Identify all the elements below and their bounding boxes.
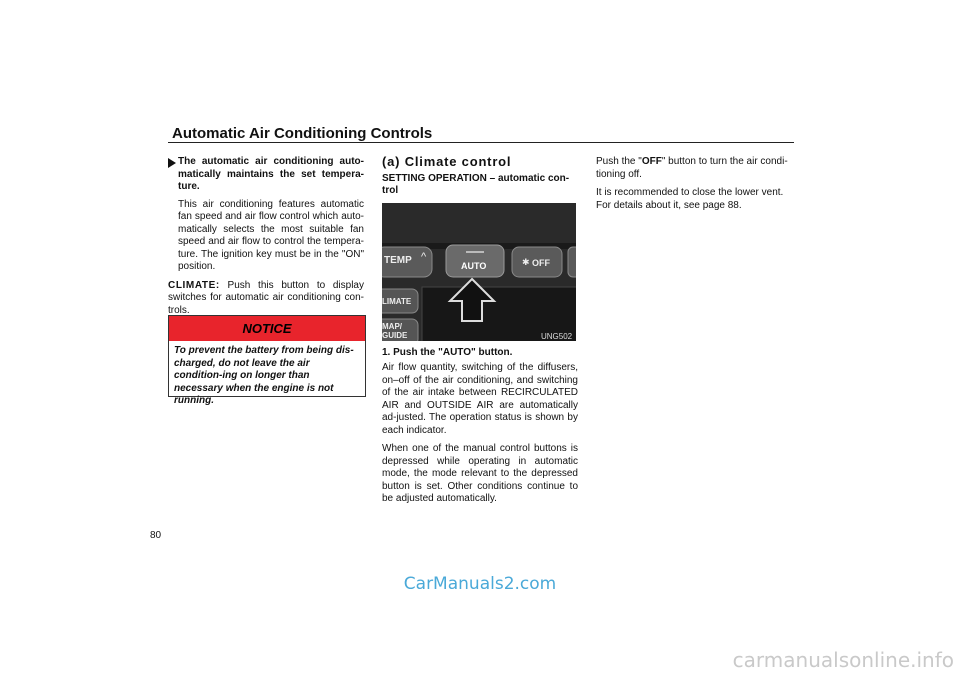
right-column (596, 156, 794, 212)
temp-up-icon: ^ (421, 250, 427, 263)
off-paragraph-end: " button to turn the air condi-tioning off. (596, 156, 788, 180)
step-1-paragraph-2: When one of the manual control buttons is depressed while operating in automatic mode, the mode relevant to the depressed button is set. Other conditions continue to be adjusted automatically. (382, 443, 578, 504)
bullet-body: This air conditioning features automatic fan speed and air flow control which auto-matically selects the most suitable fan speed and air flow to control the tempera-ture. The ignition key must be in the "ON" position. (178, 198, 364, 272)
online-watermark[interactable] (0, 648, 960, 672)
bullet-paragraph (168, 156, 364, 194)
carmanuals-watermark[interactable]: CarManuals2.com (403, 574, 557, 594)
bullet-title: The automatic air conditioning auto-matically maintains the set tempera-ture. (178, 156, 364, 192)
climate-text: Push this button to display switches for automatic air conditioning con-trols. (168, 279, 364, 316)
page-number: 80 (150, 530, 162, 541)
climate-paragraph (168, 280, 364, 318)
step-1-paragraph-1: Air flow quantity, switching of the diffusers, on–off of the air conditioning, and switching of the air intake between RECIRCULATED AIR and OUTSIDE AIR are automatically ad-justed. The operation status is shown by each indicator. (382, 362, 578, 436)
page-header-title: Automatic Air Conditioning Controls (172, 125, 433, 142)
notice-label: NOTICE (169, 316, 365, 341)
triangle-bullet-icon (168, 158, 176, 168)
sub-heading: SETTING OPERATION – automatic con-trol (382, 172, 570, 196)
figure-code: UNG502 (541, 331, 573, 341)
header-rule (168, 142, 794, 143)
off-button-label: OFF (532, 257, 550, 268)
middle-column (382, 156, 578, 506)
off-keyword: OFF (641, 156, 662, 167)
control-panel-photo (382, 203, 576, 341)
lower-vent-paragraph: It is recommended to close the lower vent. For details about it, see page 88. (596, 187, 784, 211)
notice-box (168, 315, 366, 406)
notice-text: To prevent the battery from being dis-charged, do not leave the air condition-ing on longer than necessary when the engine is not running. (174, 345, 354, 406)
climate-label: CLIMATE: (168, 279, 220, 291)
map-button-label: MAP/ (382, 321, 402, 331)
online-watermark-text: carmanualsonline.info (732, 648, 954, 672)
guide-button-label: GUIDE (382, 330, 408, 340)
temp-button-label: TEMP (384, 254, 412, 266)
fan-icon: ✱ (522, 256, 530, 267)
off-paragraph (596, 156, 794, 181)
climate-button-label: LIMATE (382, 296, 412, 306)
auto-button-label: AUTO (461, 260, 487, 271)
left-column (168, 156, 364, 317)
step-1-title: 1. Push the "AUTO" button. (382, 346, 513, 358)
off-paragraph-start: Push the " (596, 156, 642, 167)
section-heading: (a) Climate control (382, 154, 512, 169)
